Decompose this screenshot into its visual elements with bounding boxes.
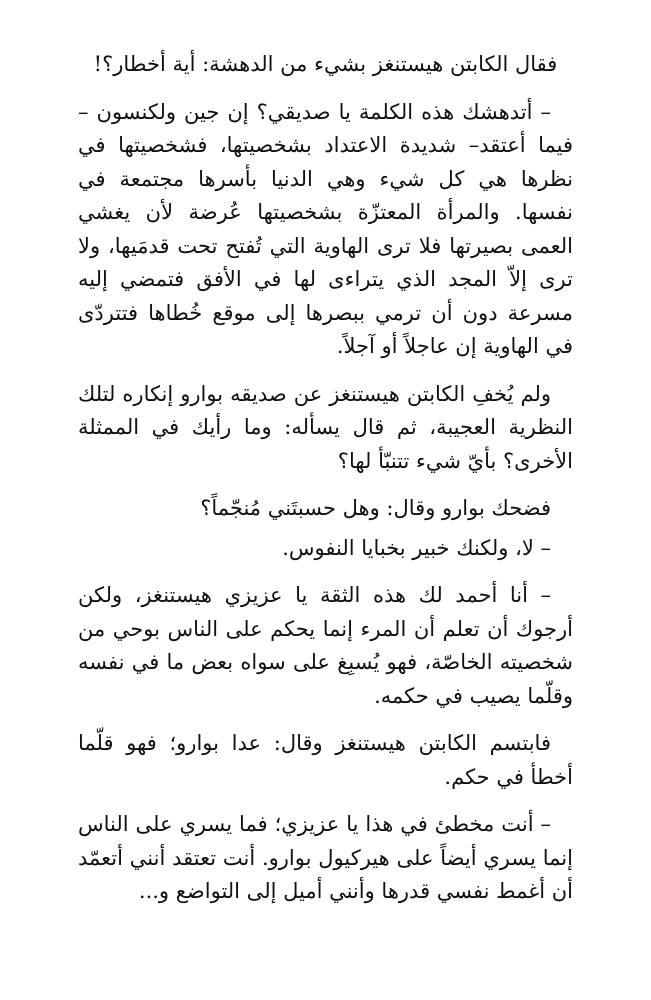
paragraph-2: – أتدهشك هذه الكلمة يا صديقي؟ إن جين ولكنسون –فيما أعتقد– شديدة الاعتداد بشخصيتها، فشخصيتها في نظرها هي كل شيء وهي الدنيا بأسرها مجتمعة في نفسها. والمرأة المعتزّة بشخصيتها عُرضة لأن يغشي العمى بصيرتها فلا ترى الهاوية التي تُفتح تحت قدمَيها، ولا ترى إلاّ المجد الذي يتراءى لها في الأفق فتمضي إليه مسرعة دون أن ترمي ببصرها إلى موقع خُطاها فتتردّى في الهاوية إن عاجلاً أو آجلاً. [78,99,573,358]
paragraph-4: فضحك بوارو وقال: وهل حسبتَني مُنجّماً؟ [200,496,551,520]
paragraph-5: – لا، ولكنك خبير بخبايا النفوس. [282,535,551,560]
paragraph-3: ولم يُخفِ الكابتن هيستنغز عن صديقه بوارو إنكاره لتلك النظرية العجيبة، ثم قال يسأله: وما رأيك في الممثلة الأخرى؟ بأيّ شيء تتنبّأ لها؟ [78,381,573,473]
paragraph-7: فابتسم الكابتن هيستنغز وقال: عدا بوارو؛ فهو قلّما أخطأ في حكم. [78,731,573,789]
paragraph-1: فقال الكابتن هيستنغز بشيء من الدهشة: أية أخطار؟! [93,52,558,76]
paragraph-8: – أنت مخطئ في هذا يا عزيزي؛ فما يسري على الناس إنما يسري أيضاً على هيركيول بوارو. أنت تعتقد أنني أتعمّد أن أغمط نفسي قدرها وأنني أميل إلى التواضع و... [78,812,573,903]
paragraph-6: – أنا أحمد لك هذه الثقة يا عزيزي هيستنغز، ولكن أرجوك أن تعلم أن المرء إنما يحكم على الناس بوحي من شخصيته الخاصّة، فهو يُسبِغ على سواه بعض ما في نفسه وقلّما يصيب في حكمه. [78,583,573,708]
